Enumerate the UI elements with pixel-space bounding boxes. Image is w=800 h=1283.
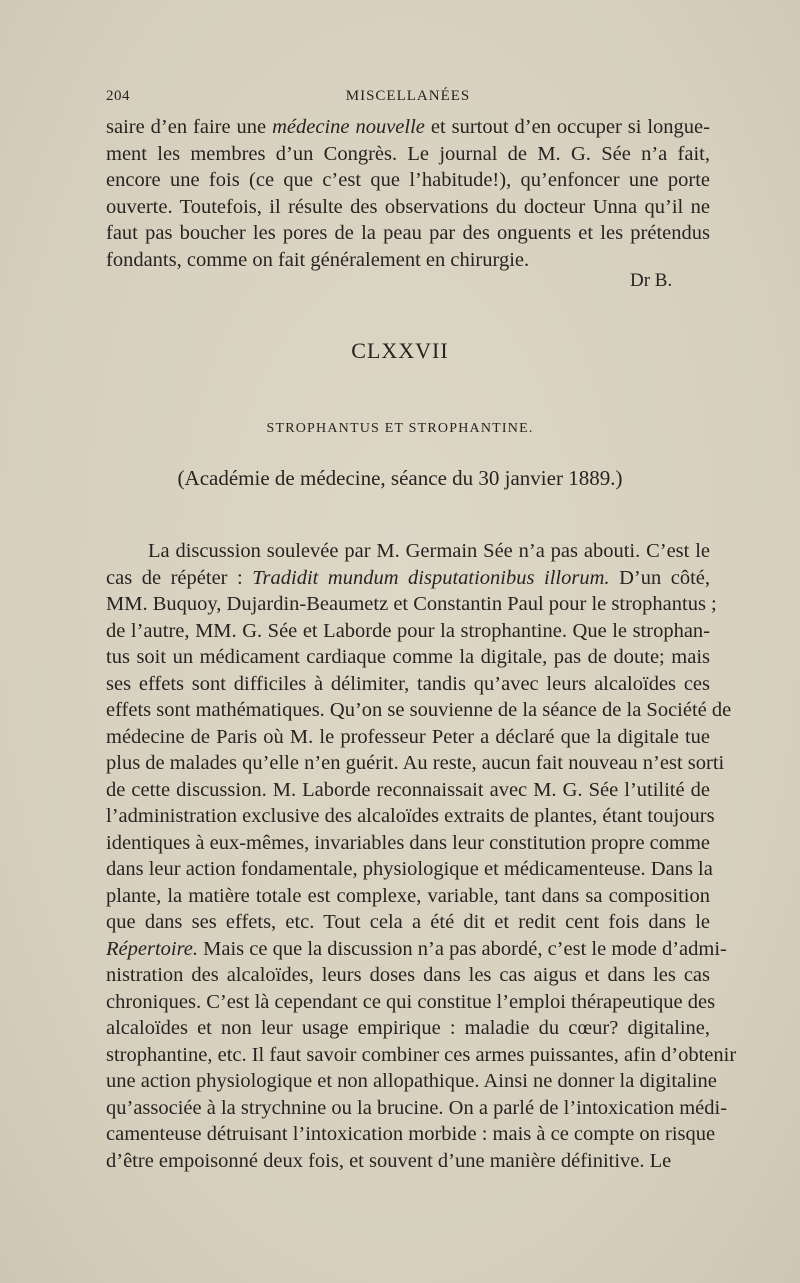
text-line: de cette discussion. M. Laborde reconnaissait avec M. G. Sée l’utilité de <box>106 778 710 801</box>
text-line: médecine de Paris où M. le professeur Peter a déclaré que la digitale tue <box>106 725 710 748</box>
text-line: alcaloïdes et non leur usage empirique : maladie du cœur? digitaline, <box>106 1017 710 1039</box>
text-line: La discussion soulevée par M. Germain Sée n’a pas abouti. C’est le <box>148 540 710 562</box>
text-line: que dans ses effets, etc. Tout cela a été dit et redit cent fois dans le <box>106 911 710 933</box>
text-line: ouverte. Toutefois, il résulte des observations du docteur Unna qu’il ne <box>106 195 710 218</box>
text-line: camenteuse détruisant l’intoxication morbide : mais à ce compte on risque <box>106 1123 716 1145</box>
italic-text: Tradidit mundum disputationibus illorum. <box>252 566 610 589</box>
text-line: nistration des alcaloïdes, leurs doses dans les cas aigus et dans les cas <box>106 964 710 986</box>
text-line: plante, la matière totale est complexe, variable, tant dans sa composition <box>106 884 710 907</box>
text-line: effets sont mathématiques. Qu’on se souvienne de la séance de la Société de <box>106 699 732 721</box>
text-line: ment les membres d’un Congrès. Le journal de M. G. Sée n’a fait, <box>106 142 710 165</box>
italic-text: Répertoire. <box>106 937 199 960</box>
closing-paragraph <box>106 114 710 273</box>
signature: Dr B. <box>630 270 673 291</box>
text-line: une action physiologique et non allopathique. Ainsi ne donner la digitaline <box>106 1070 717 1092</box>
session-line: (Académie de médecine, séance du 30 janvier 1889.) <box>177 466 623 490</box>
text-line: ses effets sont difficiles à délimiter, tandis qu’avec leurs alcaloïdes ces <box>106 672 710 695</box>
text-line: plus de malades qu’elle n’en guérit. Au reste, aucun fait nouveau n’est sorti <box>106 752 725 774</box>
text-line: dans leur action fondamentale, physiologique et médicamenteuse. Dans la <box>106 858 713 880</box>
running-head: MISCELLANÉES <box>345 88 471 104</box>
text-line: MM. Buquoy, Dujardin-Beaumetz et Constantin Paul pour le strophantus ; <box>106 593 717 615</box>
text-line: strophantine, etc. Il faut savoir combiner ces armes puissantes, afin d’obtenir <box>106 1043 737 1066</box>
text-line: faut pas boucher les pores de la peau par des onguents et les prétendus <box>106 222 710 244</box>
chapter-title: STROPHANTUS ET STROPHANTINE. <box>266 421 534 436</box>
text-line: fondants, comme on fait généralement en chirurgie. <box>106 248 530 271</box>
text-line: d’être empoisonné deux fois, et souvent d’une manière définitive. Le <box>106 1149 672 1172</box>
page-header <box>106 88 710 110</box>
text-line: Répertoire. Mais ce que la discussion n’a pas abordé, c’est le mode d’admi- <box>106 937 727 960</box>
text-line: identiques à eux-mêmes, invariables dans leur constitution propre comme <box>106 831 711 854</box>
text-line: chroniques. C’est là cependant ce qui constitue l’emploi thérapeutique des <box>106 990 716 1013</box>
page-number: 204 <box>106 88 130 104</box>
text-line: tus soit un médicament cardiaque comme la digitale, pas de doute; mais <box>106 646 710 668</box>
text-line: de l’autre, MM. G. Sée et Laborde pour la strophantine. Que le strophan- <box>106 619 710 642</box>
text-line: encore une fois (ce que c’est que l’habitude!), qu’enfoncer une porte <box>106 169 710 191</box>
chapter-number: CLXXVII <box>351 338 449 363</box>
text-line: l’administration exclusive des alcaloïdes extraits de plantes, étant toujours <box>106 805 715 827</box>
italic-text: médecine nouvelle <box>272 116 425 138</box>
text-line: qu’associée à la strychnine ou la brucine. On a parlé de l’intoxication médi- <box>106 1096 728 1119</box>
text-line: saire d’en faire une médecine nouvelle et surtout d’en occuper si longue- <box>106 116 710 138</box>
main-paragraph <box>106 538 737 1174</box>
text-line: cas de répéter : Tradidit mundum disputationibus illorum. D’un côté, <box>106 566 711 589</box>
